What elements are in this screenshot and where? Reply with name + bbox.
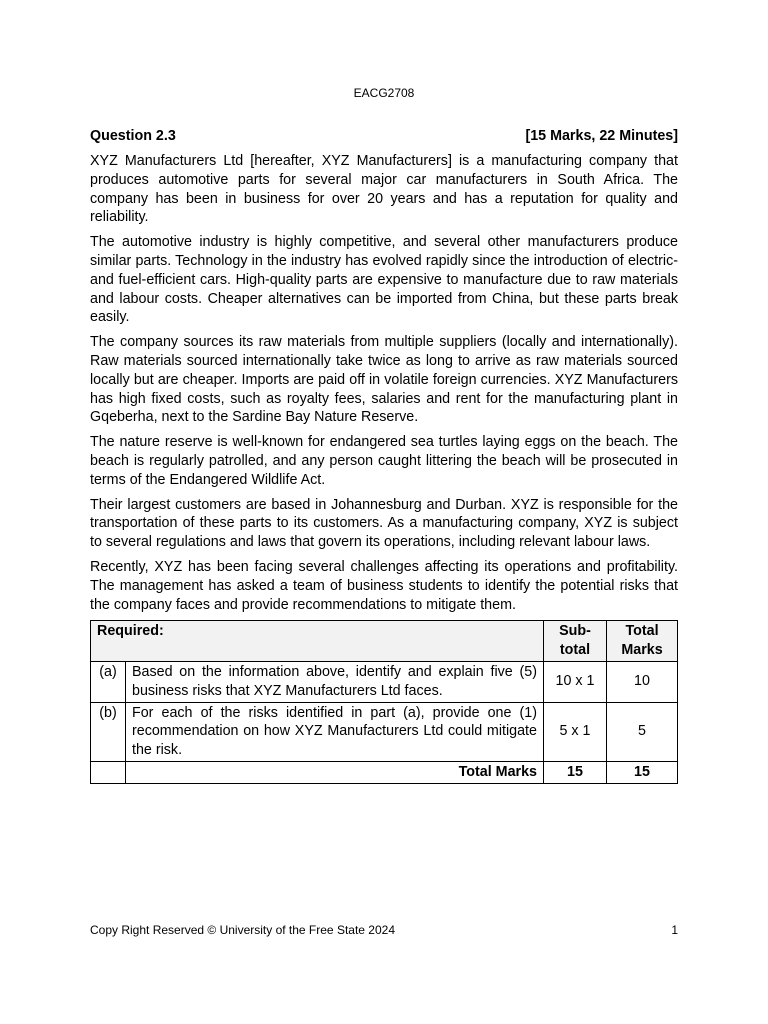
row-total: 10: [607, 661, 678, 702]
copyright-notice: Copy Right Reserved © University of the Free State 2024: [90, 923, 395, 937]
page-number: 1: [671, 923, 678, 937]
question-heading: [90, 127, 678, 146]
page-footer: [90, 923, 678, 937]
table-row: [91, 661, 678, 702]
question-title: Question 2.3: [90, 128, 176, 144]
question-marks: [15 Marks, 22 Minutes]: [525, 128, 678, 144]
paragraph-nature-reserve: The nature reserve is well-known for endangered sea turtles laying eggs on the beach. The beach is regularly patrolled, and any person caught littering the beach will be prosecuted in terms of the Endangered Wildlife Act.: [90, 434, 678, 488]
required-header: Required:: [91, 621, 544, 662]
requirements-table: [90, 620, 678, 783]
total-marks-value: 15: [607, 761, 678, 783]
paragraph-industry: The automotive industry is highly competitive, and several other manufacturers produce similar parts. Technology in the industry has evolved rapidly since the introduction of electric- and fuel-efficient cars. High-quality parts are expensive to manufacture due to raw materials and labour costs. Cheaper alternatives can be imported from China, but these parts break easily.: [90, 234, 678, 326]
total-marks-row: [91, 761, 678, 783]
paragraph-company-intro: XYZ Manufacturers Ltd [hereafter, XYZ Manufacturers] is a manufacturing company that produces automotive parts for several major car manufacturers in South Africa. The company has been in business for over 20 years and has a reputation for quality and reliability.: [90, 153, 678, 226]
question-content: [90, 127, 678, 784]
course-code: EACG2708: [353, 86, 415, 100]
row-total: 5: [607, 702, 678, 761]
table-row: [91, 702, 678, 761]
empty-cell: [91, 761, 126, 783]
paragraph-suppliers: The company sources its raw materials from multiple suppliers (locally and internationally). Raw materials sourced internationally take twice as long to arrive as raw materials sourced locally but are cheaper. Imports are paid off in volatile foreign currencies. XYZ Manufacturers has high fixed costs, such as royalty fees, salaries and rent for the manufacturing plant in Gqeberha, next to the Sardine Bay Nature Reserve.: [90, 334, 678, 426]
total-marks-label: Total Marks: [126, 761, 544, 783]
total-subtotal-value: 15: [544, 761, 607, 783]
row-label: (b): [91, 702, 126, 761]
row-text: Based on the information above, identify and explain five (5) business risks that XYZ Manufacturers Ltd faces.: [126, 661, 544, 702]
total-header: Total Marks: [607, 621, 678, 662]
table-header-row: [91, 621, 678, 662]
subtotal-header: Sub-total: [544, 621, 607, 662]
paragraph-challenges: Recently, XYZ has been facing several challenges affecting its operations and profitability. The management has asked a team of business students to identify the potential risks that the company faces and provide recommendations to mitigate them.: [90, 558, 678, 613]
row-subtotal: 5 x 1: [544, 702, 607, 761]
row-subtotal: 10 x 1: [544, 661, 607, 702]
paragraph-customers: Their largest customers are based in Johannesburg and Durban. XYZ is responsible for the transportation of these parts to its customers. As a manufacturing company, XYZ is subject to several regulations and laws that govern its operations, including relevant labour laws.: [90, 496, 678, 551]
row-label: (a): [91, 661, 126, 702]
row-text: For each of the risks identified in part (a), provide one (1) recommendation on how XYZ Manufacturers Ltd could mitigate the risk.: [126, 702, 544, 761]
